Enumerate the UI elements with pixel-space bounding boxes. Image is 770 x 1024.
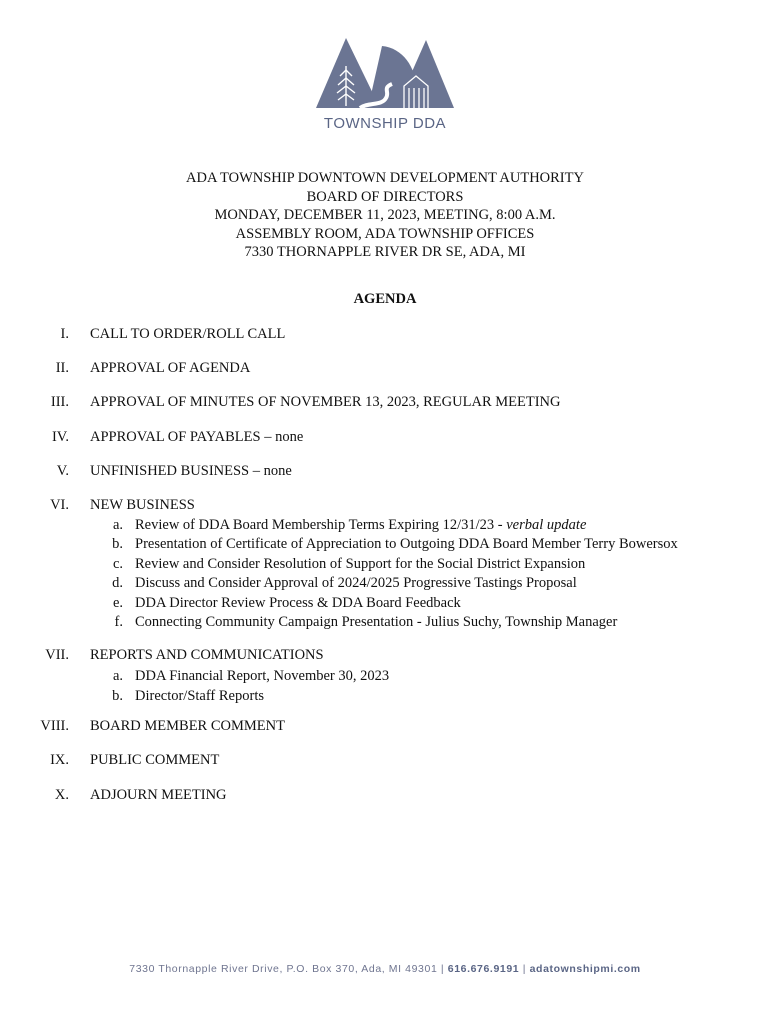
item-number: V. xyxy=(56,463,69,479)
item-number: X. xyxy=(54,787,69,803)
header-address: 7330 THORNAPPLE RIVER DR SE, ADA, MI xyxy=(244,244,526,261)
subitem-text: DDA Financial Report, November 30, 2023 xyxy=(135,668,390,684)
item-number: VI. xyxy=(50,497,69,513)
item-number: VII. xyxy=(45,647,69,663)
subitem-letter: d. xyxy=(112,575,123,591)
item-label: CALL TO ORDER/ROLL CALL xyxy=(90,326,286,342)
subitem-text: Discuss and Consider Approval of 2024/2025 Progressive Tastings Proposal xyxy=(135,575,577,591)
item-label: APPROVAL OF PAYABLES – none xyxy=(90,429,304,445)
item-number: III. xyxy=(50,394,69,410)
footer-phone: 616.676.9191 xyxy=(447,963,520,975)
subitem-note: verbal update xyxy=(506,517,587,533)
item-label: REPORTS AND COMMUNICATIONS xyxy=(90,647,324,663)
item-label: PUBLIC COMMENT xyxy=(90,752,220,768)
subitem-letter: e. xyxy=(112,595,123,611)
footer-separator: | xyxy=(440,963,445,975)
footer-separator: | xyxy=(522,963,527,975)
header-location: ASSEMBLY ROOM, ADA TOWNSHIP OFFICES xyxy=(235,225,535,242)
page-footer xyxy=(0,963,770,975)
subitem-letter: f. xyxy=(114,614,123,630)
footer-address: 7330 Thornapple River Drive, P.O. Box 370, Ada, MI 49301 xyxy=(129,963,438,975)
meeting-header xyxy=(0,169,770,262)
subitem-letter: b. xyxy=(112,536,123,552)
item-number: II. xyxy=(55,360,69,376)
item-number: I. xyxy=(60,326,69,342)
subitem-text: DDA Director Review Process & DDA Board Feedback xyxy=(135,595,461,611)
item-label: UNFINISHED BUSINESS – none xyxy=(90,463,292,479)
header-date-time: MONDAY, DECEMBER 11, 2023, MEETING, 8:00 A.M. xyxy=(214,207,556,224)
subitem-text: Director/Staff Reports xyxy=(135,688,264,704)
subitem-letter: b. xyxy=(112,688,123,704)
header-organization: ADA TOWNSHIP DOWNTOWN DEVELOPMENT AUTHORITY xyxy=(186,170,584,186)
subitem-text: Review and Consider Resolution of Support for the Social District Expansion xyxy=(135,556,586,572)
subitem-text: Presentation of Certificate of Appreciation to Outgoing DDA Board Member Terry Bowersox xyxy=(135,536,678,552)
logo-text: TOWNSHIP DDA xyxy=(323,115,447,132)
township-dda-logo xyxy=(312,36,458,136)
mountains-river-logo-icon xyxy=(312,36,458,116)
header-board: BOARD OF DIRECTORS xyxy=(306,188,464,205)
subitem-letter: a. xyxy=(112,668,123,684)
subitem-letter: a. xyxy=(112,517,123,533)
item-label: BOARD MEMBER COMMENT xyxy=(90,718,285,734)
item-number: IX. xyxy=(50,752,69,768)
item-label: ADJOURN MEETING xyxy=(90,787,227,803)
subitem-text: Review of DDA Board Membership Terms Expiring 12/31/23 - verbal update xyxy=(135,517,587,533)
item-number: VIII. xyxy=(40,718,69,734)
item-label: APPROVAL OF MINUTES OF NOVEMBER 13, 2023, REGULAR MEETING xyxy=(90,394,561,410)
item-number: IV. xyxy=(51,429,69,445)
item-label: NEW BUSINESS xyxy=(90,497,195,513)
agenda-title: AGENDA xyxy=(353,291,417,307)
subitem-text: Connecting Community Campaign Presentation - Julius Suchy, Township Manager xyxy=(135,614,618,630)
subitem-letter: c. xyxy=(112,556,123,572)
footer-website: adatownshipmi.com xyxy=(529,963,641,975)
item-label: APPROVAL OF AGENDA xyxy=(90,360,251,376)
